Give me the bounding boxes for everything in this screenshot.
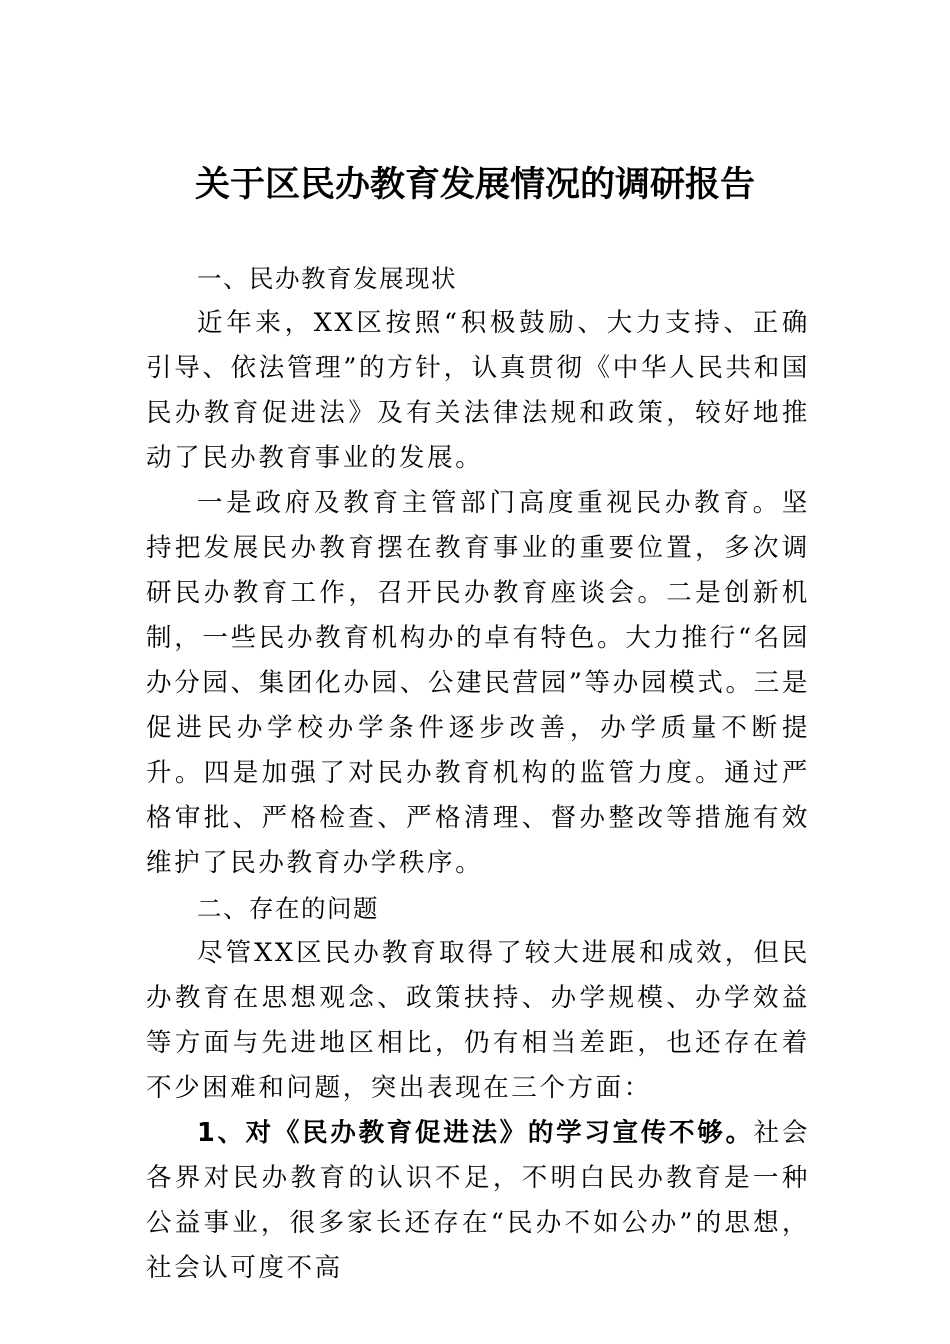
problem-1-lead: 1、对《民办教育促进法》的学习宣传不够。 <box>197 1118 754 1148</box>
paragraph-measures: 一是政府及教育主管部门高度重视民办教育。坚持把发展民办教育摆在教育事业的重要位置，多次调研民办教育工作，召开民办教育座谈会。二是创新机制，一些民办教育机构办的卓有特色。大力推行“名园办分园、集团化办园、公建民营园”等办园模式。三是促进民办学校办学条件逐步改善，办学质量不断提升。四是加强了对民办教育机构的监管力度。通过严格审批、严格检查、严格清理、督办整改等措施有效维护了民办教育办学秩序。 <box>146 488 810 878</box>
paragraph-intro: 近年来，XX区按照“积极鼓励、大力支持、正确引导、依法管理”的方针，认真贯彻《中华人民共和国民办教育促进法》及有关法律法规和政策，较好地推动了民办教育事业的发展。 <box>146 308 810 473</box>
problem-1-text: 社会各界对民办教育的认识不足，不明白民办教育是一种公益事业，很多家长还存在“民办不如公办”的思想，社会认可度不高 <box>146 1118 810 1283</box>
document-title: 关于区民办教育发展情况的调研报告 <box>194 164 755 205</box>
paragraph-problem-1 <box>146 1111 810 1291</box>
section-heading-status: 一、民办教育发展现状 <box>197 264 457 293</box>
document-body <box>146 256 810 1291</box>
section-heading-problems: 二、存在的问题 <box>197 894 379 923</box>
paragraph-problems-intro: 尽管XX区民办教育取得了较大进展和成效，但民办教育在思想观念、政策扶持、办学规模、办学效益等方面与先进地区相比，仍有相当差距，也还存在着不少困难和问题，突出表现在三个方面： <box>146 938 810 1103</box>
